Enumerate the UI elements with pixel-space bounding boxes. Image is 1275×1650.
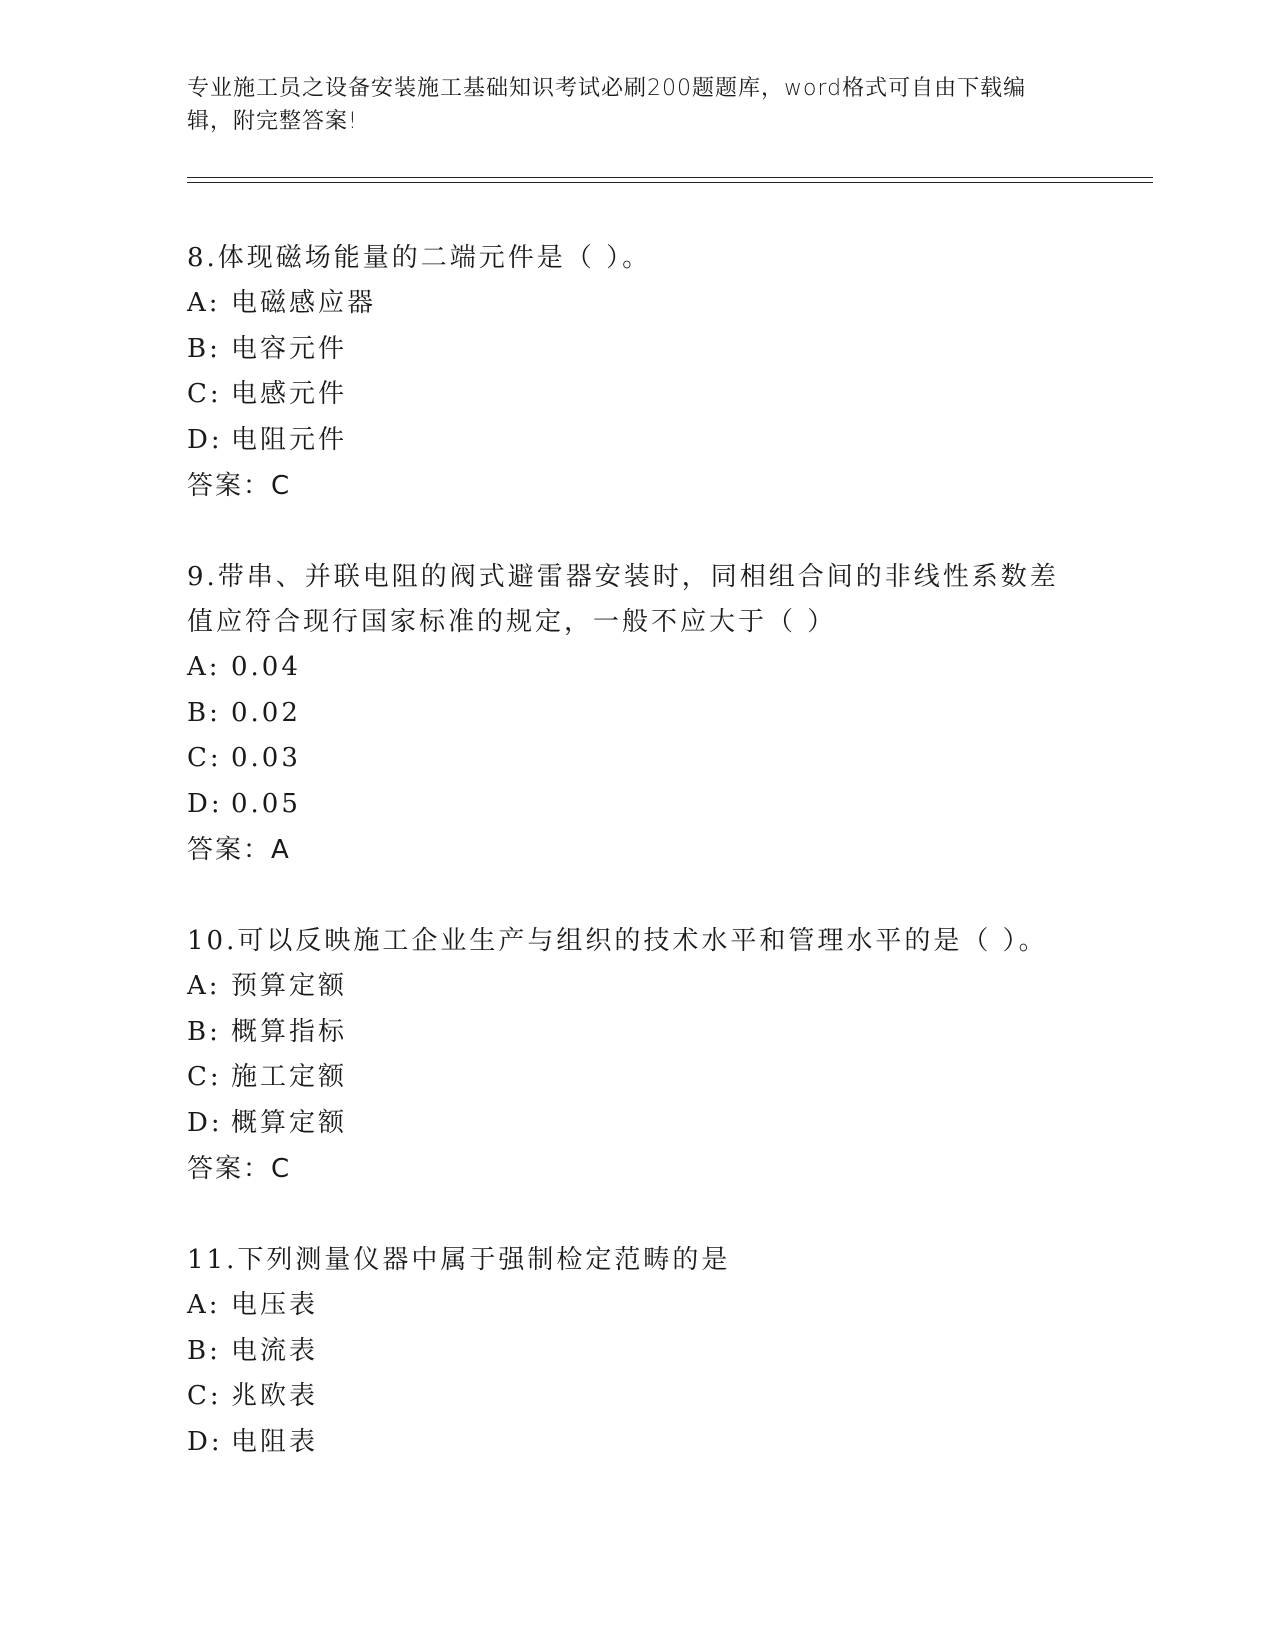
option-key: B: — [187, 697, 221, 728]
option-d — [187, 1101, 1087, 1147]
question-list — [187, 236, 1087, 1511]
header-divider-top — [187, 177, 1153, 178]
option-text: 施工定额 — [231, 1062, 348, 1092]
option-a — [187, 281, 1087, 327]
option-text: 0.05 — [231, 788, 301, 819]
option-key: C: — [187, 379, 222, 409]
option-key: D: — [187, 424, 223, 455]
option-text: 电感元件 — [231, 379, 348, 409]
option-key: D: — [187, 1107, 223, 1138]
option-key: A: — [187, 1290, 221, 1320]
option-c — [187, 1055, 1087, 1101]
option-text: 概算指标 — [231, 1016, 348, 1047]
option-text: 预算定额 — [231, 971, 348, 1001]
option-key: C: — [187, 1381, 222, 1411]
option-key: A: — [187, 971, 221, 1001]
option-key: B: — [187, 333, 221, 364]
question-item — [187, 919, 1087, 1192]
document-header-title: 专业施工员之设备安装施工基础知识考试必刷200题题库，word格式可自由下载编辑，附完整答案! — [187, 76, 1027, 134]
question-stem: 8.体现磁场能量的二端元件是（ ）。 — [187, 243, 652, 273]
option-d — [187, 1420, 1087, 1466]
option-a — [187, 645, 1087, 691]
option-text: 0.02 — [231, 697, 301, 728]
option-text: 电磁感应器 — [231, 288, 377, 318]
option-key: B: — [187, 1335, 221, 1366]
option-text: 电阻元件 — [231, 424, 348, 455]
option-c — [187, 736, 1087, 782]
option-key: D: — [187, 1426, 223, 1457]
option-key: A: — [187, 288, 221, 318]
answer-line: 答案：C — [187, 471, 292, 501]
option-text: 电流表 — [231, 1335, 319, 1366]
option-text: 电压表 — [231, 1290, 319, 1320]
option-b — [187, 1010, 1087, 1056]
option-key: A: — [187, 652, 221, 682]
option-d — [187, 782, 1087, 828]
option-text: 电阻表 — [231, 1426, 319, 1457]
option-text: 0.03 — [231, 743, 301, 773]
question-stem: 11.下列测量仪器中属于强制检定范畴的是 — [187, 1245, 731, 1275]
option-b — [187, 691, 1087, 737]
question-item — [187, 1238, 1087, 1465]
option-b — [187, 1329, 1087, 1375]
question-item — [187, 236, 1087, 509]
option-text: 电容元件 — [231, 333, 348, 364]
question-stem: 9.带串、并联电阻的阀式避雷器安装时，同相组合间的非线性系数差值应符合现行国家标准的规定，一般不应大于（ ） — [187, 562, 1059, 637]
header-divider-bottom — [187, 182, 1153, 183]
option-key: C: — [187, 1062, 222, 1092]
option-b — [187, 327, 1087, 373]
answer-line: 答案：A — [187, 835, 291, 865]
option-text: 0.04 — [231, 652, 301, 682]
option-text: 概算定额 — [231, 1107, 348, 1138]
option-key: D: — [187, 788, 223, 819]
option-c — [187, 1374, 1087, 1420]
question-item — [187, 555, 1087, 873]
answer-line: 答案：C — [187, 1154, 292, 1184]
question-stem: 10.可以反映施工企业生产与组织的技术水平和管理水平的是（ ）。 — [187, 926, 1048, 956]
option-text: 兆欧表 — [231, 1381, 319, 1411]
option-key: C: — [187, 743, 222, 773]
option-a — [187, 1283, 1087, 1329]
option-d — [187, 418, 1087, 464]
option-key: B: — [187, 1016, 221, 1047]
option-a — [187, 964, 1087, 1010]
option-c — [187, 372, 1087, 418]
